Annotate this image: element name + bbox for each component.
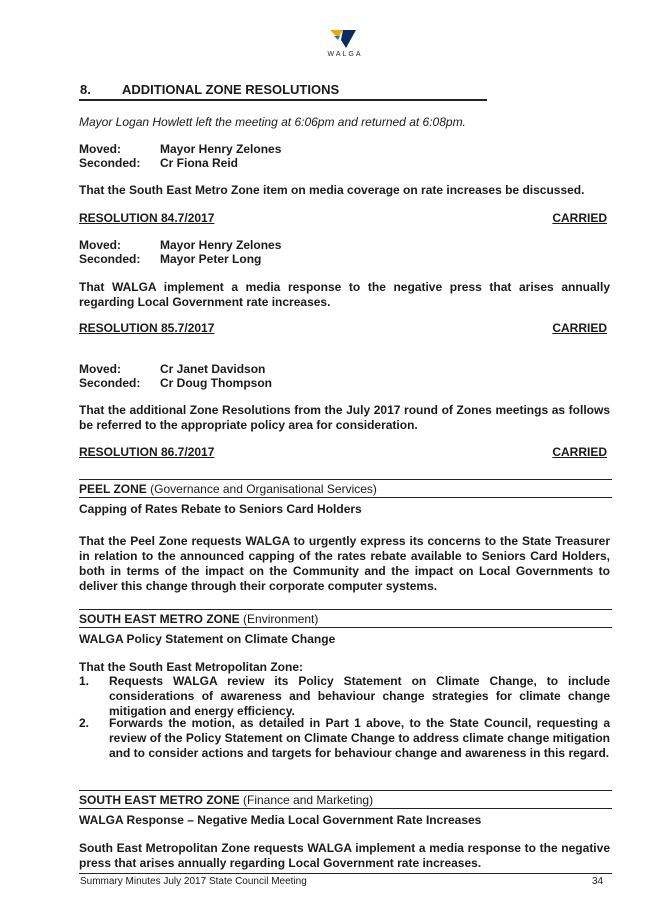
section-heading (80, 82, 339, 98)
zone-category: (Finance and Marketing) (243, 793, 374, 807)
zone-subject: Capping of Rates Rebate to Seniors Card Holders (79, 502, 362, 516)
moved-label: Moved: (79, 142, 121, 156)
seconded-label: Seconded: (79, 376, 141, 390)
zone-category: (Governance and Organisational Services) (150, 482, 377, 496)
list-item (79, 674, 610, 719)
motion-text: That the additional Zone Resolutions from the July 2017 round of Zones meetings as follows be referred to the appropriate policy area for consideration. (79, 403, 610, 432)
resolution-row (79, 211, 607, 226)
list-item-number: 1. (79, 674, 90, 688)
list-item (79, 716, 610, 761)
seconded-label: Seconded: (79, 156, 141, 170)
zone-rule (79, 627, 612, 628)
moved-line (79, 362, 265, 377)
resolution-status: CARRIED (552, 211, 607, 225)
seconder: Cr Fiona Reid (160, 156, 239, 170)
moved-line (79, 238, 281, 253)
mover: Mayor Henry Zelones (160, 238, 282, 252)
footer-rule (79, 873, 612, 874)
seconder: Mayor Peter Long (160, 252, 262, 266)
moved-line (79, 142, 281, 157)
zone-rule (79, 808, 612, 809)
zone-name: SOUTH EAST METRO ZONE (79, 793, 240, 807)
zone-rule (79, 479, 612, 480)
motion-text: That the South East Metro Zone item on media coverage on rate increases be discussed. (79, 183, 585, 197)
section-title: ADDITIONAL ZONE RESOLUTIONS (122, 82, 340, 97)
mover: Mayor Henry Zelones (160, 142, 282, 156)
zone-name: SOUTH EAST METRO ZONE (79, 612, 240, 626)
logo-text: WALGA (327, 51, 363, 58)
seconded-line (79, 252, 261, 267)
seconded-label: Seconded: (79, 252, 141, 266)
zone-category: (Environment) (243, 612, 319, 626)
seconder: Cr Doug Thompson (160, 376, 272, 390)
list-item-text: Requests WALGA review its Policy Statement on Climate Change, to include considerations of awareness and behaviour change strategies for climate change mitigation and energy efficiency. (109, 674, 610, 718)
zone-body: South East Metropolitan Zone requests WALGA implement a media response to the negative press that arises annually regarding Local Government rate increases. (79, 841, 610, 870)
list-item-number: 2. (79, 716, 90, 730)
intro-note: Mayor Logan Howlett left the meeting at 6:06pm and returned at 6:08pm. (79, 115, 466, 129)
zone-body: That the South East Metropolitan Zone: (79, 660, 303, 674)
zone-rule (79, 609, 612, 610)
list-item-text: Forwards the motion, as detailed in Part 1 above, to the State Council, requesting a review of the Policy Statement on Climate Change to address climate change mitigation and to consider actions and targets for behaviour change and awareness in this regard. (109, 716, 610, 760)
resolution-status: CARRIED (552, 445, 607, 459)
resolution-number: RESOLUTION 85.7/2017 (79, 321, 215, 335)
mover: Cr Janet Davidson (160, 362, 266, 376)
seconded-line (79, 376, 272, 391)
zone-body: That the Peel Zone requests WALGA to urgently express its concerns to the State Treasurer in relation to the announced capping of the rates rebate available to Seniors Card Holders, both in terms of the impact on the Community and the impact on Local Governments to deliver this change through their corporate computer systems. (79, 534, 610, 593)
section-number: 8. (80, 82, 91, 97)
moved-label: Moved: (79, 238, 121, 252)
motion-text: That WALGA implement a media response to the negative press that arises annually regarding Local Government rate increases. (79, 280, 610, 309)
section-heading-rule (79, 99, 487, 101)
resolution-number: RESOLUTION 84.7/2017 (79, 211, 215, 225)
seconded-line (79, 156, 238, 171)
moved-label: Moved: (79, 362, 121, 376)
zone-heading (79, 482, 377, 497)
zone-subject: WALGA Response – Negative Media Local Government Rate Increases (79, 813, 482, 827)
footer-text: Summary Minutes July 2017 State Council Meeting (80, 876, 307, 887)
zone-rule (79, 790, 612, 791)
zone-heading (79, 612, 318, 627)
zone-heading (79, 793, 373, 808)
resolution-row (79, 445, 607, 460)
resolution-row (79, 321, 607, 336)
page-number: 34 (592, 876, 604, 887)
resolution-status: CARRIED (552, 321, 607, 335)
zone-subject: WALGA Policy Statement on Climate Change (79, 632, 336, 646)
zone-name: PEEL ZONE (79, 482, 147, 496)
resolution-number: RESOLUTION 86.7/2017 (79, 445, 215, 459)
zone-rule (79, 497, 612, 498)
